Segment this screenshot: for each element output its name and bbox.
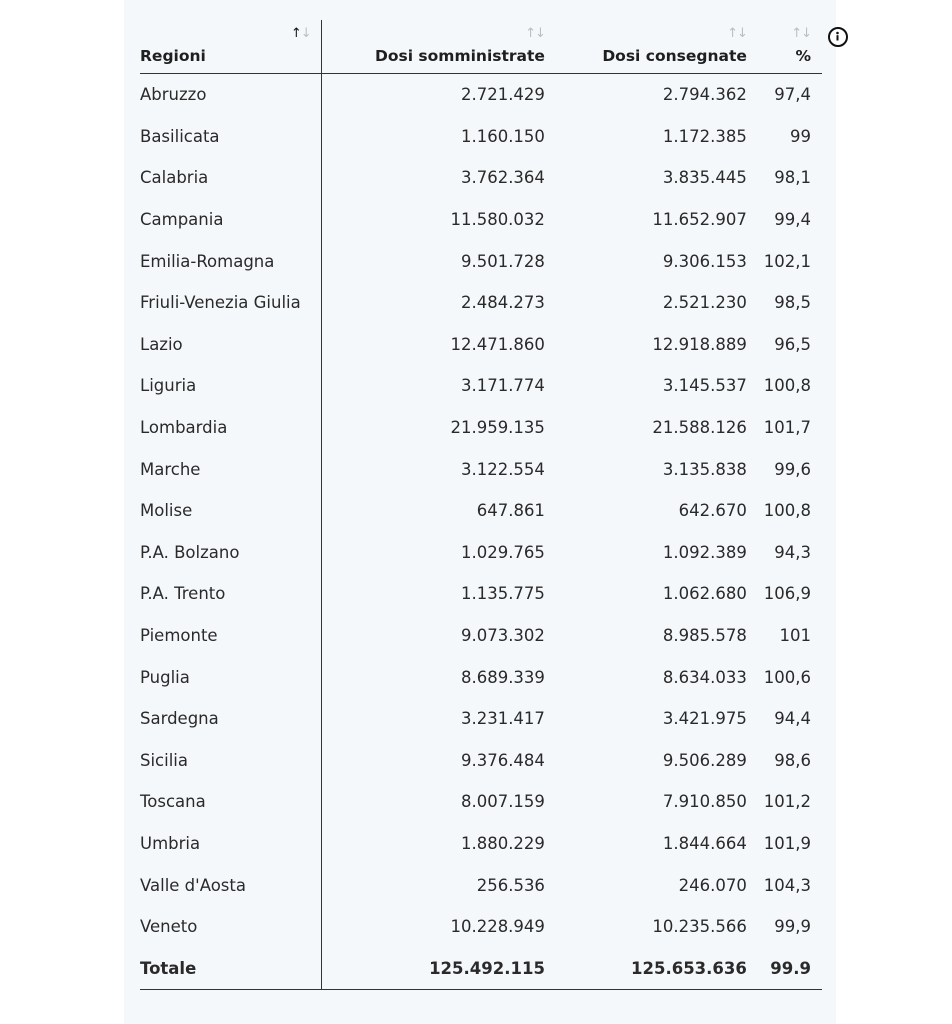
administered-cell: 3.231.417 xyxy=(460,709,545,729)
delivered-cell: 21.588.126 xyxy=(652,418,747,438)
administered-cell: 9.376.484 xyxy=(460,750,545,770)
percent-value: 99,4 xyxy=(774,210,811,230)
delivered-cell: 3.135.838 xyxy=(662,459,747,479)
region-cell: Liguria xyxy=(140,365,321,407)
table-row xyxy=(140,656,822,698)
administered-cell: 11.580.032 xyxy=(450,210,545,230)
region-cell: Molise xyxy=(140,490,321,532)
header-dosi-somministrate[interactable] xyxy=(321,20,545,74)
delivered-cell: 642.670 xyxy=(678,501,747,521)
percent-cell xyxy=(747,698,822,740)
percent-value: 94,3 xyxy=(774,542,811,562)
table-row xyxy=(140,781,822,823)
header-label: Dosi somministrate xyxy=(374,47,545,65)
delivered-cell: 9.306.153 xyxy=(662,251,747,271)
delivered-cell: 3.145.537 xyxy=(662,376,747,396)
region-cell: Veneto xyxy=(140,906,321,948)
percent-value: 99,9 xyxy=(774,917,811,937)
administered-cell: 1.160.150 xyxy=(460,126,545,146)
percent-cell xyxy=(747,365,822,407)
percent-cell xyxy=(747,199,822,241)
percent-cell xyxy=(747,864,822,906)
table-row xyxy=(140,906,822,948)
table-row xyxy=(140,573,822,615)
delivered-cell: 3.421.975 xyxy=(662,709,747,729)
administered-cell: 8.007.159 xyxy=(460,792,545,812)
table-row xyxy=(140,116,822,158)
region-cell: Basilicata xyxy=(140,116,321,158)
percent-cell xyxy=(747,157,822,199)
total-percent xyxy=(747,947,822,990)
percent-cell xyxy=(747,615,822,657)
delivered-cell: 7.910.850 xyxy=(662,792,747,812)
table-row xyxy=(140,407,822,449)
total-label: Totale xyxy=(140,947,321,990)
percent-cell xyxy=(747,282,822,324)
region-cell: Toscana xyxy=(140,781,321,823)
region-cell: Calabria xyxy=(140,157,321,199)
header-regioni[interactable] xyxy=(140,20,321,74)
percent-value: 102,1 xyxy=(763,251,811,271)
header-label: Dosi consegnate xyxy=(602,47,747,65)
table-row xyxy=(140,823,822,865)
percent-value: 100,8 xyxy=(763,501,811,521)
administered-cell: 12.471.860 xyxy=(450,334,545,354)
delivered-cell: 1.062.680 xyxy=(662,584,747,604)
percent-cell xyxy=(747,906,822,948)
percent-value: 98,1 xyxy=(774,168,811,188)
delivered-cell: 8.985.578 xyxy=(662,626,747,646)
administered-cell: 21.959.135 xyxy=(450,418,545,438)
sort-icon[interactable]: ↑↓ xyxy=(290,26,311,41)
region-cell: Friuli-Venezia Giulia xyxy=(140,282,321,324)
table-row xyxy=(140,490,822,532)
administered-cell: 2.484.273 xyxy=(460,293,545,313)
percent-value: 98,5 xyxy=(774,293,811,313)
delivered-cell: 3.835.445 xyxy=(662,168,747,188)
info-icon[interactable] xyxy=(828,27,848,47)
delivered-cell: 8.634.033 xyxy=(662,667,747,687)
percent-value: 104,3 xyxy=(763,875,811,895)
header-percent[interactable] xyxy=(747,20,822,74)
percent-value: 96,5 xyxy=(774,334,811,354)
region-cell: Campania xyxy=(140,199,321,241)
percent-cell xyxy=(747,656,822,698)
delivered-cell: 2.794.362 xyxy=(662,85,747,105)
administered-cell: 8.689.339 xyxy=(460,667,545,687)
table-row xyxy=(140,448,822,490)
percent-value: 97,4 xyxy=(774,85,811,105)
table-body xyxy=(140,74,822,948)
delivered-cell: 1.844.664 xyxy=(662,833,747,853)
percent-cell xyxy=(747,74,822,116)
percent-value: 94,4 xyxy=(774,709,811,729)
table-row xyxy=(140,532,822,574)
sort-icon[interactable]: ↑↓ xyxy=(791,26,811,41)
percent-value: 100,8 xyxy=(763,376,811,396)
vaccine-doses-table xyxy=(140,20,822,990)
total-percent-value: 99.9 xyxy=(770,958,811,978)
administered-cell: 1.029.765 xyxy=(460,542,545,562)
administered-cell: 3.122.554 xyxy=(460,459,545,479)
administered-cell: 256.536 xyxy=(476,875,545,895)
percent-value: 101 xyxy=(779,626,811,646)
percent-cell xyxy=(747,781,822,823)
percent-cell xyxy=(747,532,822,574)
table-row xyxy=(140,282,822,324)
percent-cell xyxy=(747,407,822,449)
sort-icon[interactable]: ↑↓ xyxy=(525,26,545,41)
total-delivered: 125.653.636 xyxy=(545,947,747,990)
percent-value: 101,9 xyxy=(763,833,811,853)
table-header-row xyxy=(140,20,822,74)
percent-value: 99 xyxy=(790,126,811,146)
administered-cell: 3.171.774 xyxy=(460,376,545,396)
table-row xyxy=(140,157,822,199)
percent-cell xyxy=(747,740,822,782)
table-row xyxy=(140,324,822,366)
percent-cell xyxy=(747,490,822,532)
region-cell: Abruzzo xyxy=(140,74,321,116)
region-cell: Umbria xyxy=(140,823,321,865)
percent-cell xyxy=(747,573,822,615)
region-cell: Lombardia xyxy=(140,407,321,449)
header-label: Regioni xyxy=(140,47,206,65)
delivered-cell: 12.918.889 xyxy=(652,334,747,354)
delivered-cell: 1.172.385 xyxy=(662,126,747,146)
percent-value: 100,6 xyxy=(763,667,811,687)
region-cell: Emilia-Romagna xyxy=(140,240,321,282)
percent-value: 98,6 xyxy=(774,750,811,770)
percent-value: 101,2 xyxy=(763,792,811,812)
region-cell: Piemonte xyxy=(140,615,321,657)
region-cell: P.A. Bolzano xyxy=(140,532,321,574)
table-row xyxy=(140,199,822,241)
percent-cell xyxy=(747,448,822,490)
percent-cell xyxy=(747,116,822,158)
table-row xyxy=(140,698,822,740)
table-row xyxy=(140,74,822,116)
region-cell: Sardegna xyxy=(140,698,321,740)
table-row xyxy=(140,240,822,282)
table-row xyxy=(140,615,822,657)
administered-cell: 9.073.302 xyxy=(460,626,545,646)
percent-value: 106,9 xyxy=(763,584,811,604)
percent-cell xyxy=(747,240,822,282)
administered-cell: 2.721.429 xyxy=(460,85,545,105)
administered-cell: 10.228.949 xyxy=(450,917,545,937)
table-row xyxy=(140,740,822,782)
header-label: % xyxy=(795,47,811,65)
header-dosi-consegnate[interactable] xyxy=(545,20,747,74)
delivered-cell: 246.070 xyxy=(678,875,747,895)
administered-cell: 1.135.775 xyxy=(460,584,545,604)
administered-cell: 3.762.364 xyxy=(460,168,545,188)
total-row xyxy=(140,947,822,990)
delivered-cell: 11.652.907 xyxy=(652,210,747,230)
percent-cell xyxy=(747,823,822,865)
delivered-cell: 9.506.289 xyxy=(662,750,747,770)
percent-cell xyxy=(747,324,822,366)
percent-value: 99,6 xyxy=(774,459,811,479)
total-administered: 125.492.115 xyxy=(321,947,545,990)
region-cell: Puglia xyxy=(140,656,321,698)
region-cell: P.A. Trento xyxy=(140,573,321,615)
delivered-cell: 10.235.566 xyxy=(652,917,747,937)
table-row xyxy=(140,365,822,407)
administered-cell: 9.501.728 xyxy=(460,251,545,271)
delivered-cell: 2.521.230 xyxy=(662,293,747,313)
region-cell: Sicilia xyxy=(140,740,321,782)
administered-cell: 647.861 xyxy=(476,501,545,521)
table-row xyxy=(140,864,822,906)
administered-cell: 1.880.229 xyxy=(460,833,545,853)
delivered-cell: 1.092.389 xyxy=(662,542,747,562)
region-cell: Valle d'Aosta xyxy=(140,864,321,906)
percent-value: 101,7 xyxy=(763,418,811,438)
sort-icon[interactable]: ↑↓ xyxy=(727,26,747,41)
region-cell: Marche xyxy=(140,448,321,490)
region-cell: Lazio xyxy=(140,324,321,366)
